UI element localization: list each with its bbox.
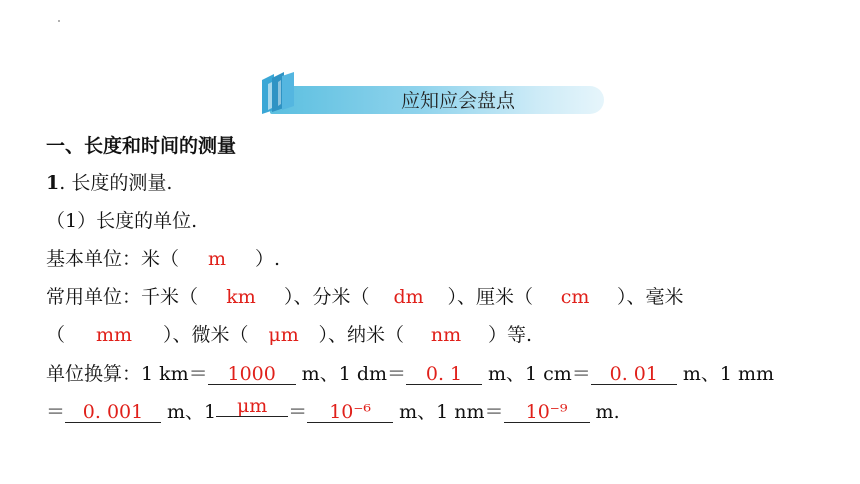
answer-km: km <box>226 286 256 308</box>
answer-m: m <box>208 248 227 270</box>
convert-prefix: 单位换算：1 km＝ <box>46 363 208 385</box>
convert-text-2: m、1 cm＝ <box>488 363 591 385</box>
blank-nm-m: 10⁻⁹ <box>504 402 590 423</box>
convert2-text-3: m、1 nm＝ <box>399 401 504 423</box>
blank-dm-m: 0. 1 <box>406 364 482 385</box>
blank-cm-m: 0. 01 <box>591 364 677 385</box>
common2-mid-1: ）、微米（ <box>163 324 249 346</box>
answer-cm: cm <box>560 286 590 308</box>
convert2-eq: ＝ <box>46 401 66 423</box>
answer-dm: dm <box>393 286 424 308</box>
convert-text-3: m、1 mm <box>682 363 774 385</box>
answer-mm: mm <box>95 324 133 346</box>
book-stack-icon <box>256 70 306 116</box>
conversion-line-1 <box>46 361 774 387</box>
common-mid-2: ）、厘米（ <box>447 286 534 308</box>
common-mid-1: ）、分米（ <box>284 286 370 308</box>
conversion-line-2 <box>46 395 620 425</box>
subsection-1: （1）长度的单位. <box>46 210 198 232</box>
blank-unit-um: μm <box>216 396 288 417</box>
blank-mm-m: 0. 001 <box>65 402 161 423</box>
basic-unit-line <box>46 246 280 272</box>
common-mid-3: ）、毫米 <box>617 286 684 308</box>
basic-suffix: ）. <box>255 248 281 270</box>
blank-um-m: 10⁻⁶ <box>307 402 393 423</box>
blank-km-m: 1000 <box>208 364 296 385</box>
common2-mid-2: ）、纳米（ <box>318 324 405 346</box>
common-units-line-2 <box>46 322 532 348</box>
common-units-line-1 <box>46 284 684 310</box>
answer-um: μm <box>268 324 299 346</box>
item-1 <box>46 170 172 196</box>
item-text: . 长度的测量. <box>59 172 173 194</box>
corner-dot <box>58 20 60 22</box>
common-prefix: 常用单位：千米（ <box>46 286 199 308</box>
convert2-text-4: m. <box>595 401 620 423</box>
answer-nm: nm <box>430 324 462 346</box>
section-banner <box>256 70 606 116</box>
banner-title: 应知应会盘点 <box>400 90 515 112</box>
common2-open: （ <box>46 324 66 346</box>
convert2-text-2: ＝ <box>288 401 308 423</box>
basic-prefix: 基本单位：米（ <box>46 248 180 270</box>
convert2-text-1: m、1 <box>167 401 217 423</box>
item-number: 1 <box>46 172 60 194</box>
convert-text-1: m、1 dm＝ <box>301 363 406 385</box>
section-title: 一、长度和时间的测量 <box>46 135 237 157</box>
common2-end: ）等. <box>488 324 533 346</box>
